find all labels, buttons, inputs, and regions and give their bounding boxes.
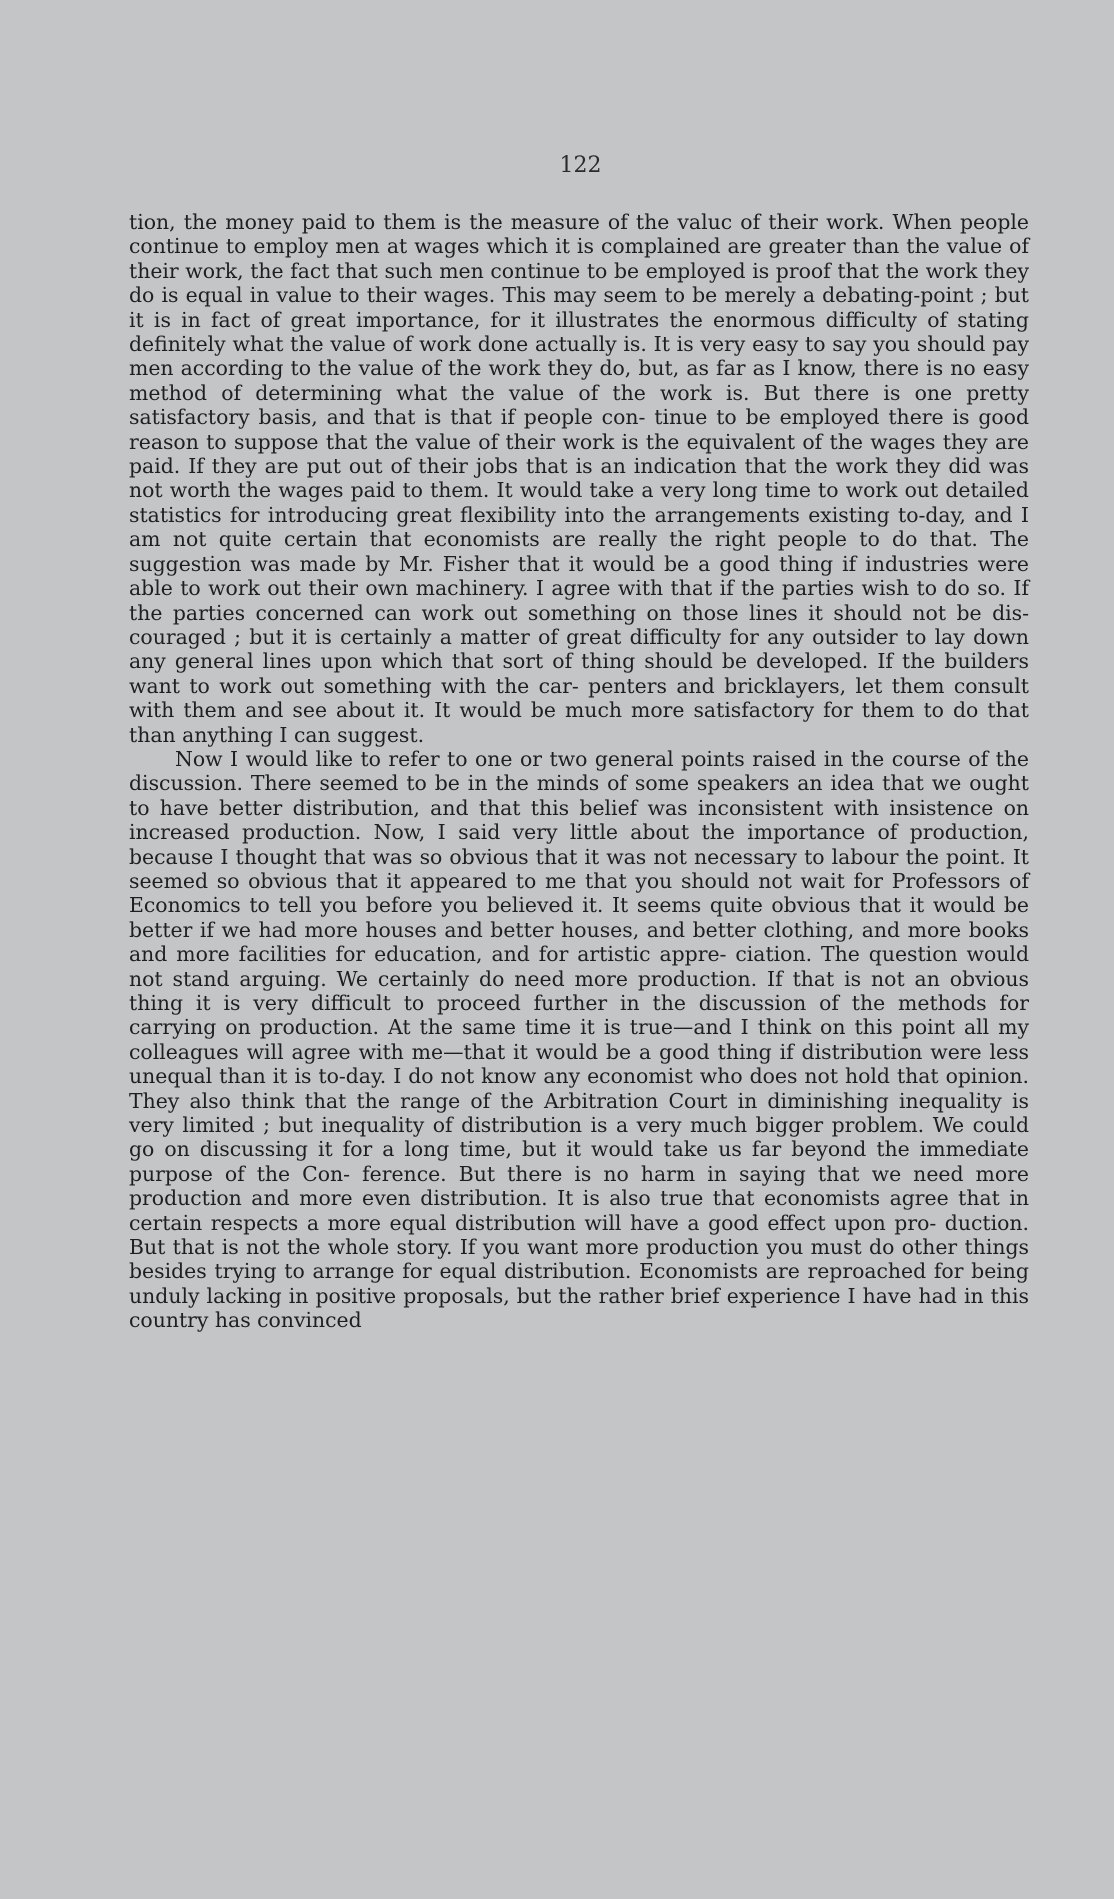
paragraph-2: Now I would like to refer to one or two general points raised in the course of the discussion. There seemed to be in the minds of some speakers an idea that we ought to have better distribution, and that this belief was inconsistent with insistence on increased production. Now, I said very little about the importance of production, because I thought that was so obvious that it was not necessary to labour the point. It seemed so obvious that it appeared to me that you should not wait for Professors of Economics to tell you before you believed it. It seems quite obvious that it would be better if we had more houses and better houses, and better clothing, and more books and more facilities for education, and for artistic appre- ciation. The question would not stand arguing. We certainly do need more production. If that is not an obvious thing it is very difficult to proceed further in the discussion of the methods for carrying on production. At the same time it is true—and I think on this point all my colleagues will agree with me—that it would be a good thing if distribution were less unequal than it is to-day. I do not know any economist who does not hold that opinion. They also think that the range of the Arbitration Court in diminishing inequality is very limited ; but inequality of distribution is a very much bigger problem. We could go on discussing it for a long time, but it would take us far beyond the immediate purpose of the Con- ference. But there is no harm in saying that we need more production and more even distribution. It is also true that economists agree that in certain respects a more equal distribution will have a good effect upon pro- duction. But that is not the whole story. If you want more production you must do other things besides trying to arrange for equal distribution. Economists are reproached for being unduly lacking in positive proposals, but the rather brief experience I have had in this country has convinced [129, 746, 1029, 1333]
paragraph-1: tion, the money paid to them is the measure of the valuc of their work. When people continue to employ men at wages which it is complained are greater than the value of their work, the fact that such men continue to be employed is proof that the work they do is equal in value to their wages. This may seem to be merely a debating-point ; but it is in fact of great importance, for it illustrates the enormous difficulty of stating definitely what the value of work done actually is. It is very easy to say you should pay men according to the value of the work they do, but, as far as I know, there is no easy method of determining what the value of the work is. But there is one pretty satisfactory basis, and that is that if people con- tinue to be employed there is good reason to suppose that the value of their work is the equivalent of the wages they are paid. If they are put out of their jobs that is an indication that the work they did was not worth the wages paid to them. It would take a very long time to work out detailed statistics for introducing great flexibility into the arrangements existing to-day, and I am not quite certain that economists are really the right people to do that. The suggestion was made by Mr. Fisher that it would be a good thing if industries were able to work out their own machinery. I agree with that if the parties wish to do so. If the parties concerned can work out something on those lines it should not be dis- couraged ; but it is certainly a matter of great difficulty for any outsider to lay down any general lines upon which that sort of thing should be developed. If the builders want to work out something with the car- penters and bricklayers, let them consult with them and see about it. It would be much more satisfactory for them to do that than anything I can suggest. [129, 210, 1029, 747]
page-number: 122 [559, 153, 602, 178]
body-text [129, 210, 1029, 1333]
